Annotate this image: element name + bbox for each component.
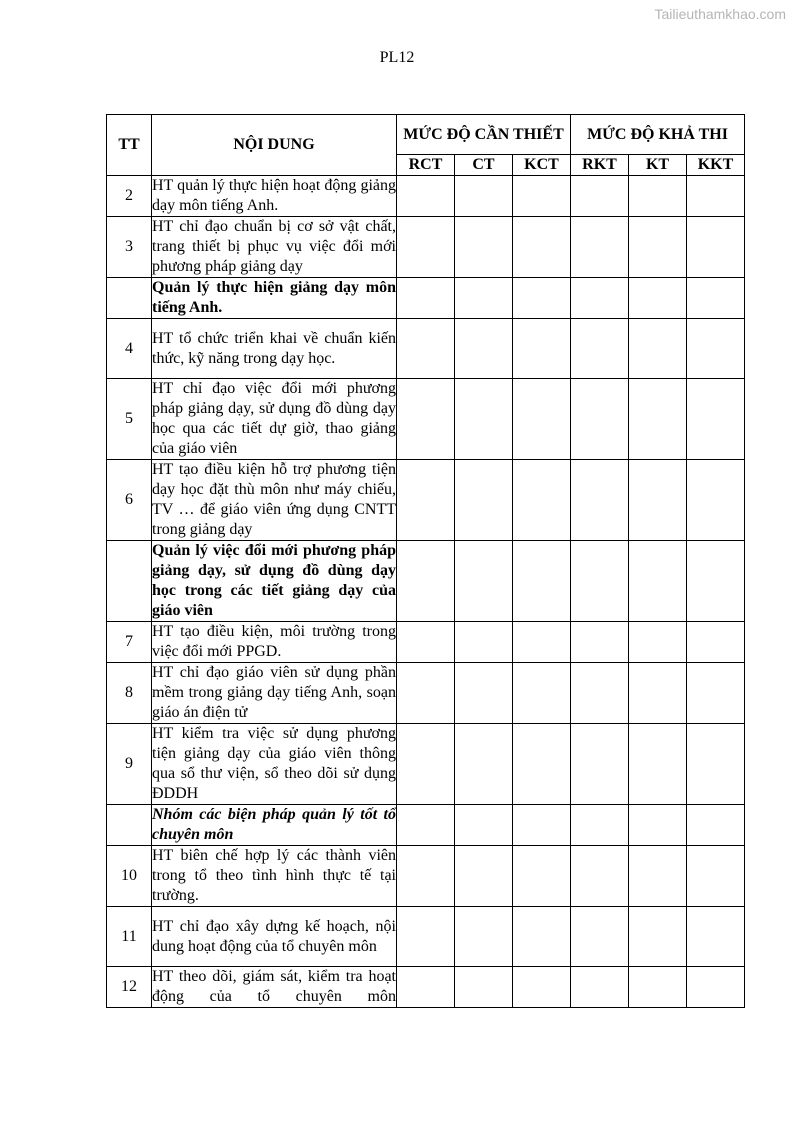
- rating-cell-kt[interactable]: [629, 846, 687, 907]
- rating-cell-kkt[interactable]: [687, 622, 745, 663]
- row-content: HT chỉ đạo chuẩn bị cơ sở vật chất, trang thiết bị phục vụ việc đổi mới phương pháp giảng dạy: [152, 217, 397, 278]
- row-content: HT tổ chức triển khai về chuẩn kiến thức, kỹ năng trong dạy học.: [152, 319, 397, 379]
- rating-cell-rkt[interactable]: [571, 805, 629, 846]
- rating-cell-ct[interactable]: [455, 379, 513, 460]
- row-content: HT chỉ đạo việc đổi mới phương pháp giảng dạy, sử dụng đồ dùng dạy học qua các tiết dự giờ, thao giảng của giáo viên: [152, 379, 397, 460]
- rating-cell-kt[interactable]: [629, 460, 687, 541]
- row-content: HT chỉ đạo xây dựng kế hoạch, nội dung hoạt động của tổ chuyên môn: [152, 907, 397, 967]
- rating-cell-rkt[interactable]: [571, 379, 629, 460]
- row-number: 7: [107, 622, 152, 663]
- rating-cell-kkt[interactable]: [687, 278, 745, 319]
- rating-cell-rct[interactable]: [397, 907, 455, 967]
- header-necessity: MỨC ĐỘ CẦN THIẾT: [397, 115, 571, 155]
- rating-cell-rkt[interactable]: [571, 319, 629, 379]
- table-body: [107, 176, 745, 1008]
- rating-cell-kt[interactable]: [629, 319, 687, 379]
- rating-cell-kct[interactable]: [513, 846, 571, 907]
- rating-cell-kct[interactable]: [513, 663, 571, 724]
- header-feasibility: MỨC ĐỘ KHẢ THI: [571, 115, 745, 155]
- table-row: [107, 622, 745, 663]
- rating-cell-kkt[interactable]: [687, 217, 745, 278]
- rating-cell-rct[interactable]: [397, 217, 455, 278]
- rating-cell-ct[interactable]: [455, 907, 513, 967]
- rating-cell-rct[interactable]: [397, 967, 455, 1008]
- subheader-rct: RCT: [397, 155, 455, 176]
- row-number: 12: [107, 967, 152, 1008]
- table-row: [107, 176, 745, 217]
- rating-cell-kt[interactable]: [629, 622, 687, 663]
- row-number: [107, 541, 152, 622]
- rating-cell-kt[interactable]: [629, 541, 687, 622]
- rating-cell-kkt[interactable]: [687, 663, 745, 724]
- rating-cell-kt[interactable]: [629, 967, 687, 1008]
- watermark: Tailieuthamkhao.com: [654, 6, 786, 22]
- rating-cell-ct[interactable]: [455, 846, 513, 907]
- rating-cell-kkt[interactable]: [687, 846, 745, 907]
- row-content: Nhóm các biện pháp quản lý tốt tổ chuyên môn: [152, 805, 397, 846]
- rating-cell-kct[interactable]: [513, 176, 571, 217]
- rating-cell-kt[interactable]: [629, 217, 687, 278]
- subheader-kt: KT: [629, 155, 687, 176]
- rating-cell-rkt[interactable]: [571, 217, 629, 278]
- row-number: 9: [107, 724, 152, 805]
- rating-cell-kkt[interactable]: [687, 541, 745, 622]
- rating-cell-kt[interactable]: [629, 907, 687, 967]
- table-row: [107, 967, 745, 1008]
- rating-cell-kkt[interactable]: [687, 379, 745, 460]
- row-content: HT quản lý thực hiện hoạt động giảng dạy môn tiếng Anh.: [152, 176, 397, 217]
- rating-cell-kt[interactable]: [629, 379, 687, 460]
- rating-cell-kct[interactable]: [513, 379, 571, 460]
- rating-cell-kct[interactable]: [513, 805, 571, 846]
- row-number: [107, 805, 152, 846]
- rating-cell-kkt[interactable]: [687, 724, 745, 805]
- rating-cell-ct[interactable]: [455, 319, 513, 379]
- rating-cell-rkt[interactable]: [571, 846, 629, 907]
- rating-cell-rkt[interactable]: [571, 967, 629, 1008]
- rating-cell-kt[interactable]: [629, 663, 687, 724]
- table-row: [107, 319, 745, 379]
- rating-cell-kt[interactable]: [629, 278, 687, 319]
- row-number: [107, 278, 152, 319]
- rating-cell-rct[interactable]: [397, 663, 455, 724]
- row-number: 3: [107, 217, 152, 278]
- survey-table: [106, 114, 745, 1008]
- rating-cell-kct[interactable]: [513, 541, 571, 622]
- rating-cell-kkt[interactable]: [687, 319, 745, 379]
- rating-cell-kt[interactable]: [629, 176, 687, 217]
- table-row: [107, 907, 745, 967]
- rating-cell-rct[interactable]: [397, 724, 455, 805]
- rating-cell-ct[interactable]: [455, 663, 513, 724]
- table-row: [107, 846, 745, 907]
- table-row: [107, 724, 745, 805]
- table-row: [107, 541, 745, 622]
- rating-cell-kct[interactable]: [513, 907, 571, 967]
- row-content: HT kiểm tra việc sử dụng phương tiện giảng dạy của giáo viên thông qua sổ thư viện, sổ theo dõi sử dụng ĐDDH: [152, 724, 397, 805]
- table-row: [107, 278, 745, 319]
- rating-cell-ct[interactable]: [455, 460, 513, 541]
- header-content: NỘI DUNG: [152, 115, 397, 176]
- rating-cell-ct[interactable]: [455, 541, 513, 622]
- rating-cell-rkt[interactable]: [571, 907, 629, 967]
- rating-cell-rct[interactable]: [397, 460, 455, 541]
- rating-cell-kkt[interactable]: [687, 460, 745, 541]
- table-row: [107, 663, 745, 724]
- row-number: 8: [107, 663, 152, 724]
- rating-cell-rct[interactable]: [397, 379, 455, 460]
- rating-cell-kct[interactable]: [513, 278, 571, 319]
- rating-cell-rkt[interactable]: [571, 541, 629, 622]
- rating-cell-ct[interactable]: [455, 176, 513, 217]
- row-number: 11: [107, 907, 152, 967]
- table-row: [107, 217, 745, 278]
- rating-cell-ct[interactable]: [455, 622, 513, 663]
- row-content: Quản lý việc đổi mới phương pháp giảng dạy, sử dụng đồ dùng dạy học trong các tiết giảng dạy của giáo viên: [152, 541, 397, 622]
- row-number: 10: [107, 846, 152, 907]
- rating-cell-ct[interactable]: [455, 217, 513, 278]
- rating-cell-kct[interactable]: [513, 622, 571, 663]
- row-content: HT theo dõi, giám sát, kiểm tra hoạt động của tổ chuyên môn: [152, 967, 397, 1008]
- row-content: Quản lý thực hiện giảng dạy môn tiếng Anh.: [152, 278, 397, 319]
- rating-cell-ct[interactable]: [455, 278, 513, 319]
- rating-cell-rct[interactable]: [397, 622, 455, 663]
- rating-cell-kkt[interactable]: [687, 805, 745, 846]
- rating-cell-kct[interactable]: [513, 460, 571, 541]
- rating-cell-rct[interactable]: [397, 846, 455, 907]
- row-content: HT chỉ đạo giáo viên sử dụng phần mềm trong giảng dạy tiếng Anh, soạn giáo án điện tử: [152, 663, 397, 724]
- rating-cell-rkt[interactable]: [571, 176, 629, 217]
- rating-cell-rct[interactable]: [397, 805, 455, 846]
- table-row: [107, 379, 745, 460]
- rating-cell-rkt[interactable]: [571, 663, 629, 724]
- row-number: 6: [107, 460, 152, 541]
- rating-cell-kct[interactable]: [513, 217, 571, 278]
- rating-cell-rct[interactable]: [397, 278, 455, 319]
- rating-cell-rkt[interactable]: [571, 724, 629, 805]
- page-label: PL12: [379, 49, 415, 66]
- subheader-ct: CT: [455, 155, 513, 176]
- rating-cell-kkt[interactable]: [687, 967, 745, 1008]
- row-number: 4: [107, 319, 152, 379]
- rating-cell-rct[interactable]: [397, 319, 455, 379]
- rating-cell-rkt[interactable]: [571, 460, 629, 541]
- rating-cell-ct[interactable]: [455, 724, 513, 805]
- header-tt: TT: [107, 115, 152, 176]
- row-number: 5: [107, 379, 152, 460]
- subheader-rkt: RKT: [571, 155, 629, 176]
- rating-cell-rct[interactable]: [397, 541, 455, 622]
- row-content: HT tạo điều kiện hỗ trợ phương tiện dạy học đặt thù môn như máy chiếu, TV … để giáo viên ứng dụng CNTT trong giảng dạy: [152, 460, 397, 541]
- table-row: [107, 805, 745, 846]
- row-number: 2: [107, 176, 152, 217]
- subheader-kkt: KKT: [687, 155, 745, 176]
- rating-cell-ct[interactable]: [455, 805, 513, 846]
- row-content: HT biên chế hợp lý các thành viên trong tổ theo tình hình thực tế tại trường.: [152, 846, 397, 907]
- rating-cell-kct[interactable]: [513, 724, 571, 805]
- table-row: [107, 460, 745, 541]
- rating-cell-kkt[interactable]: [687, 176, 745, 217]
- rating-cell-kt[interactable]: [629, 805, 687, 846]
- rating-cell-kct[interactable]: [513, 967, 571, 1008]
- rating-cell-rct[interactable]: [397, 176, 455, 217]
- subheader-kct: KCT: [513, 155, 571, 176]
- rating-cell-ct[interactable]: [455, 967, 513, 1008]
- rating-cell-kt[interactable]: [629, 724, 687, 805]
- rating-cell-kct[interactable]: [513, 319, 571, 379]
- rating-cell-rkt[interactable]: [571, 278, 629, 319]
- row-content: HT tạo điều kiện, môi trường trong việc đổi mới PPGD.: [152, 622, 397, 663]
- rating-cell-rkt[interactable]: [571, 622, 629, 663]
- rating-cell-kkt[interactable]: [687, 907, 745, 967]
